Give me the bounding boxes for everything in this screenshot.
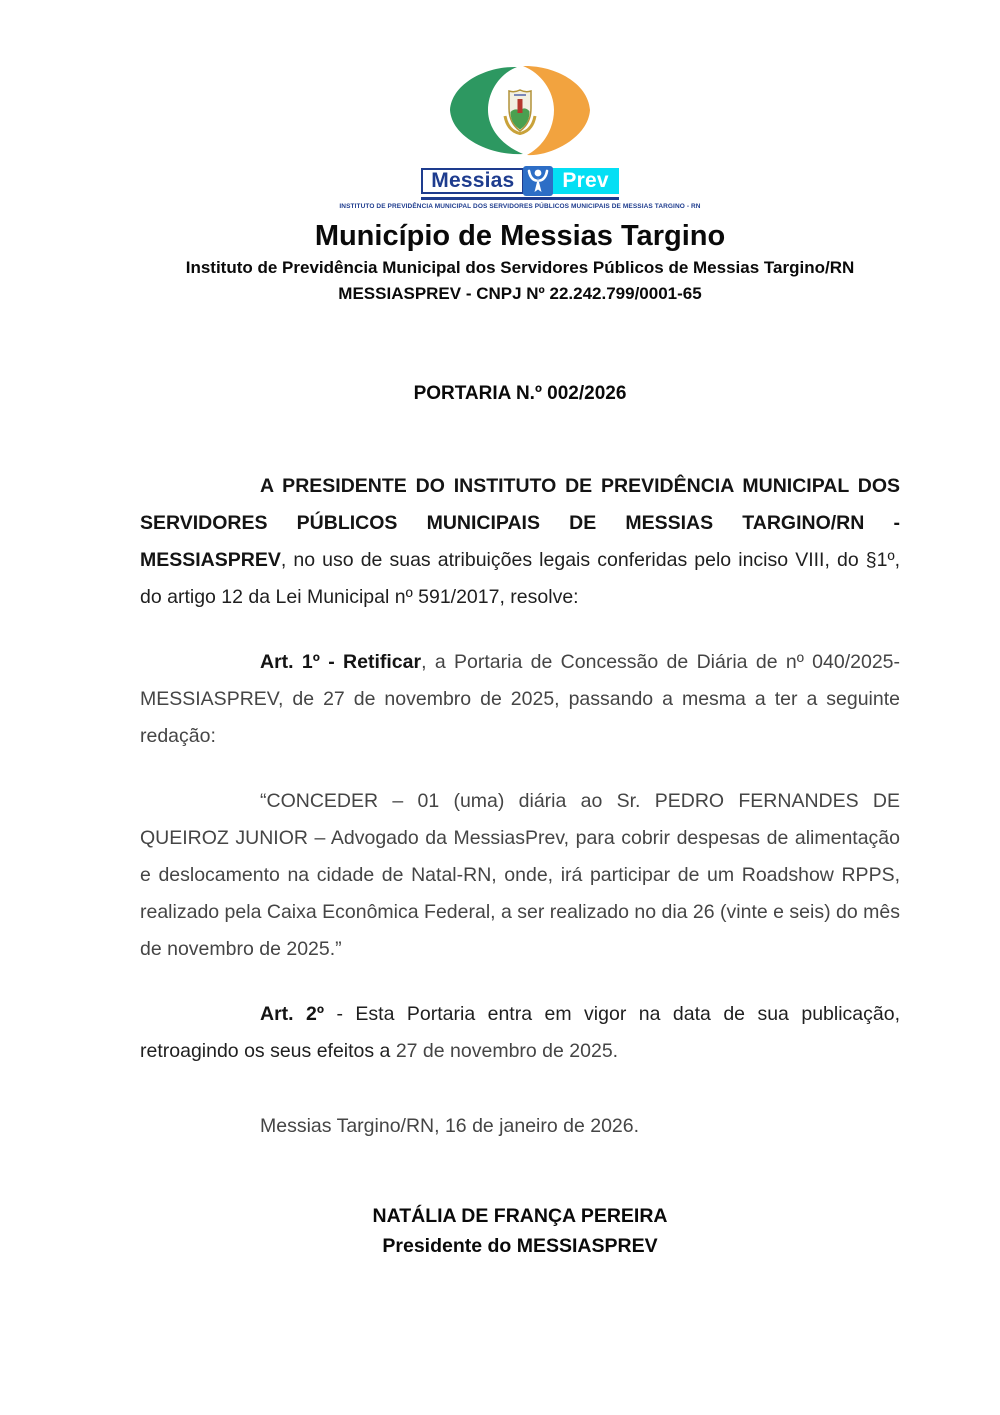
- paragraph-quote: “CONCEDER – 01 (uma) diária ao Sr. PEDRO FERNANDES DE QUEIROZ JUNIOR – Advogado da MessiasPrev, para cobrir despesas de alimentação e deslocamento na cidade de Natal-RN, onde, irá participar de um Roadshow RPPS, realizado pela Caixa Econômica Federal, a ser realizado no dia 26 (vinte e seis) do mês de novembro de 2025.”: [140, 790, 900, 960]
- paragraph-article1: [140, 644, 900, 755]
- preamble-bold-text: A PRESIDENTE DO INSTITUTO DE PREVIDÊNCIA MUNICIPAL DOS SERVIDORES PÚBLICOS MUNICIPAIS DE MESSIAS TARGINO/RN - MESSIASPREV: [140, 475, 900, 571]
- wordmark-messias: Messias: [421, 168, 524, 194]
- wordmark-underline: [421, 197, 619, 200]
- preamble-regular-text: , no uso de suas atribuições legais conferidas pelo inciso VIII, do §1º, do artigo 12 da Lei Municipal nº 591/2017, resolve:: [140, 549, 900, 608]
- logo-caption: INSTITUTO DE PREVIDÊNCIA MUNICIPAL DOS SERVIDORES PÚBLICOS MUNICIPAIS DE MESSIAS TARGINO - RN: [339, 203, 701, 210]
- paragraph-article2: [140, 996, 900, 1070]
- dateline: Messias Targino/RN, 16 de janeiro de 2026.: [260, 1115, 640, 1137]
- logo-emblem: [445, 64, 595, 158]
- article2-date: 27 de novembro de 2025.: [395, 1040, 619, 1062]
- page-title: Município de Messias Targino: [314, 220, 726, 252]
- person-figure-icon: [526, 168, 550, 194]
- article2-text: - Esta Portaria entra em vigor na data de sua publicação, retroagindo os seus efeitos a: [140, 1003, 900, 1062]
- signature-block: [140, 1201, 900, 1261]
- shield-tower: [518, 99, 523, 113]
- messiasprev-logo: [140, 64, 900, 210]
- portaria-heading: PORTARIA N.º 002/2026: [413, 383, 627, 404]
- article2-label: Art. 2º: [260, 1003, 325, 1025]
- wordmark-prev: Prev: [552, 168, 618, 194]
- paragraph-preamble: [140, 468, 900, 616]
- signatory-role: Presidente do MESSIASPREV: [382, 1235, 658, 1257]
- article1-label: Art. 1º - Retificar: [260, 651, 422, 673]
- person-icon: [523, 166, 553, 196]
- logo-wordmark: [421, 166, 618, 196]
- institute-subtitle: Instituto de Previdência Municipal dos Servidores Públicos de Messias Targino/RN: [185, 258, 855, 277]
- cnpj-subtitle: MESSIASPREV - CNPJ Nº 22.242.799/0001-65: [338, 284, 702, 303]
- article1-text: , a Portaria de Concessão de Diária de nº 040/2025-MESSIASPREV, de 27 de novembro de 2025, passando a mesma a ter a seguinte redação:: [140, 651, 901, 747]
- signatory-name: NATÁLIA DE FRANÇA PEREIRA: [372, 1205, 668, 1227]
- coat-of-arms-icon: [500, 87, 540, 135]
- document-content: [140, 64, 900, 1261]
